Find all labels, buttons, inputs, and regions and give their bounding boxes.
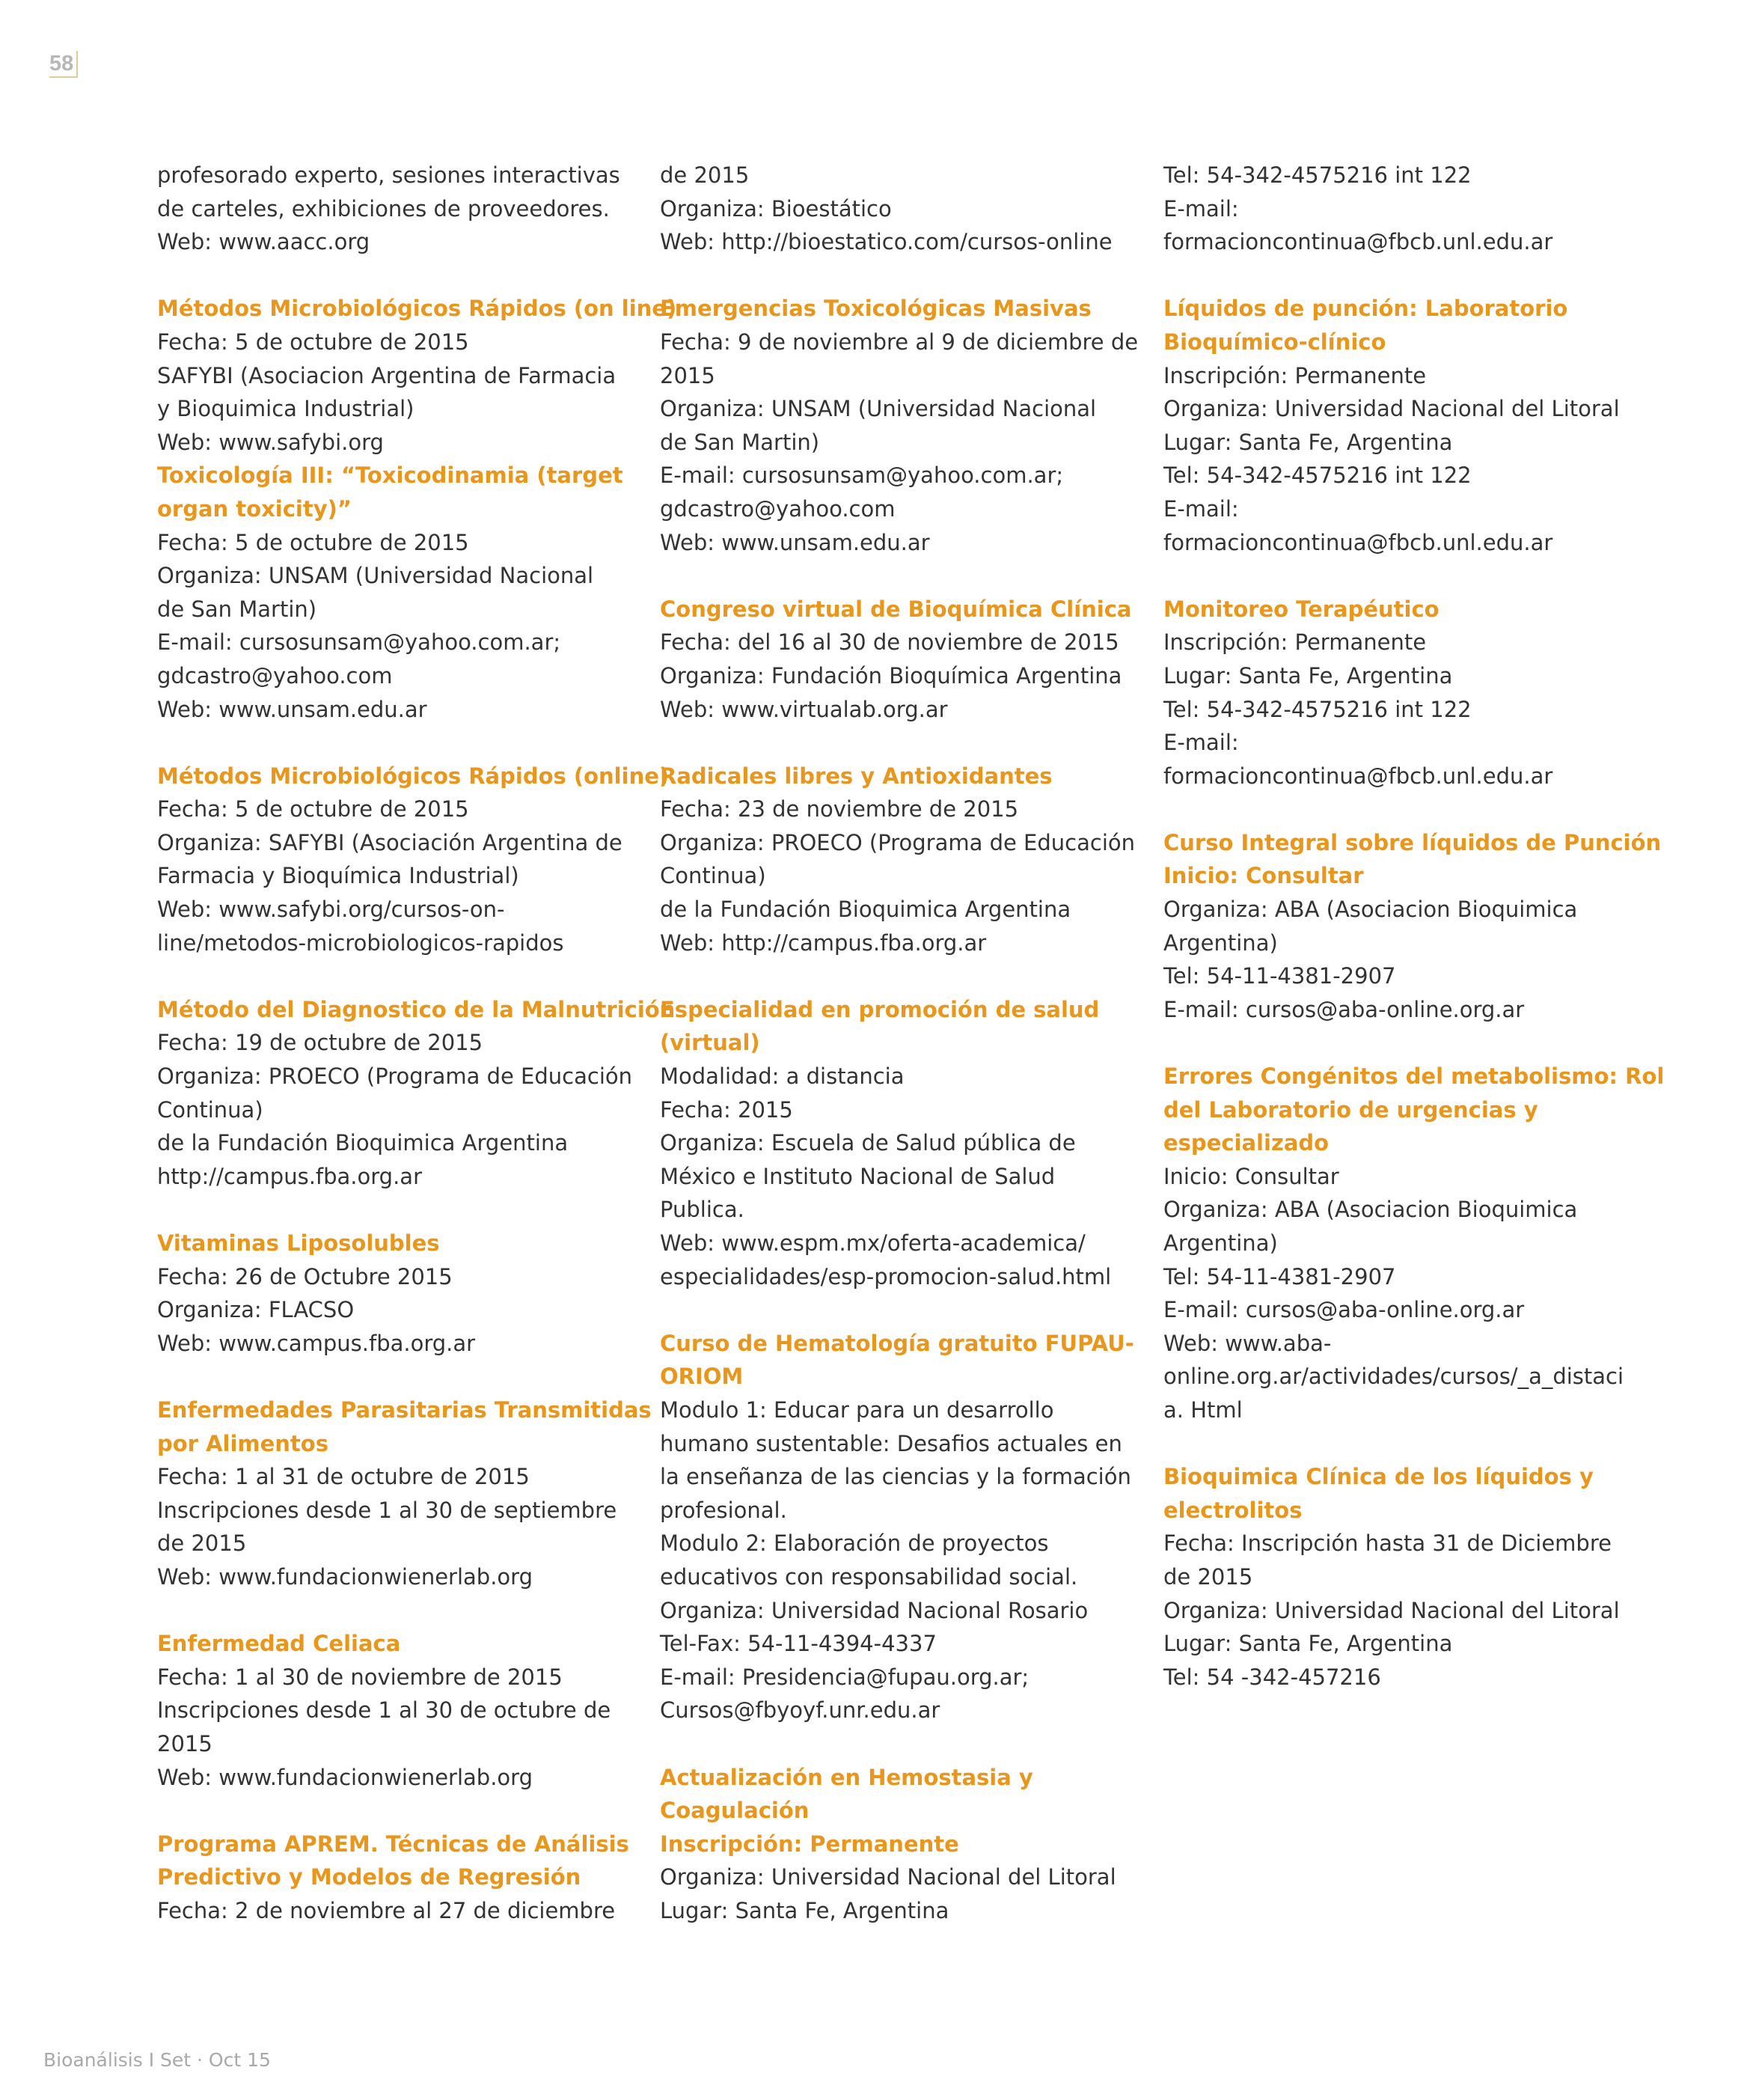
course-entry [660,993,1120,1293]
course-detail: de 2015 [660,162,750,188]
course-entry [1163,1060,1665,1427]
course-entry [660,292,1139,559]
course-detail: Web: www.aba- [1163,1330,1332,1356]
course-detail: Fecha: 9 de noviembre al 9 de diciembre de [660,329,1139,355]
course-detail: E-mail: [1163,730,1239,756]
course-detail: Web: http://campus.fba.org.ar [660,930,987,956]
course-detail: 2015 [157,1730,212,1756]
course-detail: de 2015 [157,1530,247,1557]
course-detail: Argentina) [1163,930,1278,956]
course-detail: Tel: 54-342-4575216 int 122 [1163,696,1472,722]
course-detail: de la Fundación Bioquimica Argentina [660,897,1071,923]
course-detail: Continua) [157,1096,263,1123]
course-detail: Cursos@fbyoyf.unr.edu.ar [660,1697,940,1724]
course-entry [157,459,623,726]
course-entry [157,1627,617,1794]
course-detail: formacioncontinua@fbcb.unl.edu.ar [1163,529,1553,555]
course-detail: Web: www.safybi.org/cursos-on- [157,897,505,923]
course-title: Actualización en Hemostasia y [660,1764,1033,1790]
course-title: Errores Congénitos del metabolismo: Rol [1163,1063,1665,1090]
course-detail: educativos con responsabilidad social. [660,1563,1078,1590]
course-entry [157,993,676,1194]
course-title: organ toxicity)” [157,495,352,522]
course-title: Emergencias Toxicológicas Masivas [660,296,1092,322]
course-detail: Fecha: Inscripción hasta 31 de Diciembre [1163,1530,1612,1557]
course-title: Curso Integral sobre líquidos de Punción [1163,829,1662,855]
course-detail: Inscripciones desde 1 al 30 de septiembre [157,1497,617,1523]
course-detail: Tel-Fax: 54-11-4394-4337 [660,1631,937,1657]
course-title: Bioquímico-clínico [1163,329,1386,355]
column-1 [157,159,677,1961]
course-title: Enfermedad Celiaca [157,1631,401,1657]
course-detail: Web: www.unsam.edu.ar [157,696,427,722]
course-detail: Organiza: UNSAM (Universidad Nacional [157,563,594,589]
course-title: Monitoreo Terapéutico [1163,596,1440,622]
course-title: Programa APREM. Técnicas de Análisis [157,1831,629,1857]
course-detail: Tel: 54-342-4575216 int 122 [1163,162,1472,188]
course-detail: Lugar: Santa Fe, Argentina [1163,662,1453,689]
course-detail: http://campus.fba.org.ar [157,1163,423,1189]
course-detail: E-mail: cursosunsam@yahoo.com.ar; [660,463,1064,489]
course-detail: Organiza: Universidad Nacional del Litoral [1163,1597,1620,1623]
course-entry [660,593,1132,726]
course-detail: Web: www.campus.fba.org.ar [157,1330,476,1356]
course-detail: Continua) [660,863,766,889]
course-detail: formacioncontinua@fbcb.unl.edu.ar [1163,229,1553,255]
course-detail: Tel: 54-342-4575216 int 122 [1163,463,1472,489]
course-detail: Lugar: Santa Fe, Argentina [1163,429,1453,455]
course-detail: Tel: 54 -342-457216 [1163,1664,1381,1690]
course-detail: Modulo 1: Educar para un desarrollo [660,1397,1054,1423]
course-title: ORIOM [660,1364,744,1390]
course-detail: Organiza: Universidad Nacional del Litoral [1163,396,1620,422]
course-detail: E-mail: [1163,195,1239,222]
course-detail: Inscripciones desde 1 al 30 de octubre de [157,1697,611,1724]
course-entry [157,1227,617,1360]
course-detail: Organiza: Fundación Bioquímica Argentina [660,662,1122,689]
course-detail: line/metodos-microbiologicos-rapidos [157,930,564,956]
course-detail: Web: http://bioestatico.com/cursos-online [660,229,1113,255]
course-detail: Fecha: 26 de Octubre 2015 [157,1263,453,1289]
course-detail: especialidades/esp-promocion-salud.html [660,1263,1112,1289]
course-entry [1163,292,1624,559]
course-detail: Organiza: PROECO (Programa de Educación [157,1063,632,1090]
course-detail: Argentina) [1163,1230,1278,1256]
course-detail: Tel: 54-11-4381-2907 [1163,963,1396,989]
course-detail: Organiza: ABA (Asociacion Bioquimica [1163,1197,1578,1223]
course-detail: Web: www.espm.mx/oferta-academica/ [660,1230,1086,1256]
course-detail: Web: www.fundacionwienerlab.org [157,1563,533,1590]
course-detail: Web: www.aacc.org [157,229,370,255]
course-detail: Organiza: Universidad Nacional Rosario [660,1597,1089,1623]
course-entry [660,1327,1134,1727]
course-entry [157,760,670,960]
course-detail: Modalidad: a distancia [660,1063,905,1090]
course-detail: Fecha: 2 de noviembre al 27 de diciembre [157,1897,616,1923]
course-title: Métodos Microbiológicos Rápidos (on line) [157,296,677,322]
course-detail: humano sustentable: Desafios actuales en [660,1430,1122,1456]
course-title: Congreso virtual de Bioquímica Clínica [660,596,1132,622]
course-detail: E-mail: cursosunsam@yahoo.com.ar; [157,629,561,656]
course-entry [660,159,1120,259]
course-detail: Inscripción: Permanente [1163,629,1427,656]
course-entry [660,760,1135,960]
course-detail: Organiza: Escuela de Salud pública de [660,1130,1076,1156]
course-detail: Organiza: FLACSO [157,1297,355,1323]
course-entry [1163,826,1662,1027]
course-detail: Organiza: ABA (Asociacion Bioquimica [1163,897,1578,923]
course-detail: E-mail: [1163,495,1239,522]
course-detail: Lugar: Santa Fe, Argentina [1163,1631,1453,1657]
course-detail: SAFYBI (Asociacion Argentina de Farmacia [157,362,617,388]
course-detail: Web: www.unsam.edu.ar [660,529,930,555]
course-detail: Fecha: 19 de octubre de 2015 [157,1030,483,1056]
course-entry [1163,1460,1624,1694]
course-title: Enfermedades Parasitarias Transmitidas [157,1397,652,1423]
course-entry [157,1828,629,1928]
course-detail: profesional. [660,1497,787,1523]
course-title: Líquidos de punción: Laboratorio [1163,296,1568,322]
course-title: Métodos Microbiológicos Rápidos (online) [157,763,670,789]
course-title: Coagulación [660,1798,810,1824]
course-detail: gdcastro@yahoo.com [157,662,393,689]
course-title: especializado [1163,1130,1330,1156]
course-detail: online.org.ar/actividades/cursos/_a_distaci [1163,1364,1624,1390]
course-detail: Web: www.safybi.org [157,429,384,455]
course-detail: Fecha: 1 al 30 de noviembre de 2015 [157,1664,563,1690]
course-detail: de carteles, exhibiciones de proveedores. [157,195,610,222]
course-title: Método del Diagnostico de la Malnutrición [157,996,676,1022]
course-entry [157,292,677,459]
course-detail: Publica. [660,1197,744,1223]
page-number: 58 [49,51,78,78]
course-entry [1163,159,1624,259]
course-detail: Organiza: UNSAM (Universidad Nacional [660,396,1097,422]
course-detail: y Bioquimica Industrial) [157,396,414,422]
course-title: por Alimentos [157,1430,328,1456]
course-detail: Organiza: PROECO (Programa de Educación [660,829,1135,855]
course-entry [157,1394,652,1594]
course-title: Vitaminas Liposolubles [157,1230,440,1256]
course-title: del Laboratorio de urgencias y [1163,1096,1538,1123]
course-entry [1163,593,1624,793]
course-title: Curso de Hematología gratuito FUPAU- [660,1330,1134,1356]
course-detail: México e Instituto Nacional de Salud [660,1163,1056,1189]
column-2 [660,159,1139,1961]
course-detail: gdcastro@yahoo.com [660,495,896,522]
course-detail: Inicio: Consultar [1163,1163,1339,1189]
course-detail: Organiza: Universidad Nacional del Litoral [660,1864,1116,1890]
course-detail: Fecha: 1 al 31 de octubre de 2015 [157,1464,530,1490]
course-detail: a. Html [1163,1397,1243,1423]
course-detail: de San Martin) [157,596,317,622]
course-detail: Web: www.fundacionwienerlab.org [157,1764,533,1790]
course-title: Especialidad en promoción de salud [660,996,1100,1022]
course-detail: Lugar: Santa Fe, Argentina [660,1897,949,1923]
course-title: Toxicología III: “Toxicodinamia (target [157,463,623,489]
course-detail: Inscripción: Permanente [1163,362,1427,388]
course-detail: Organiza: SAFYBI (Asociación Argentina de [157,829,622,855]
course-detail: Modulo 2: Elaboración de proyectos [660,1530,1049,1557]
course-title: Inscripción: Permanente [660,1831,959,1857]
course-detail: Fecha: 5 de octubre de 2015 [157,329,469,355]
column-3 [1163,159,1665,1727]
course-detail: profesorado experto, sesiones interactivas [157,162,620,188]
course-detail: Fecha: 2015 [660,1096,793,1123]
course-detail: Fecha: 5 de octubre de 2015 [157,529,469,555]
course-detail: Web: www.virtualab.org.ar [660,696,948,722]
course-detail: la enseñanza de las ciencias y la formación [660,1464,1131,1490]
course-detail: 2015 [660,362,715,388]
course-detail: E-mail: cursos@aba-online.org.ar [1163,996,1525,1022]
course-title: Inicio: Consultar [1163,863,1364,889]
course-detail: de 2015 [1163,1563,1253,1590]
footer-publication: Bioanálisis I Set · Oct 15 [43,2049,271,2071]
course-detail: de la Fundación Bioquimica Argentina [157,1130,569,1156]
course-detail: Fecha: 5 de octubre de 2015 [157,796,469,822]
course-detail: Organiza: Bioestático [660,195,892,222]
course-title: Radicales libres y Antioxidantes [660,763,1053,789]
course-detail: Fecha: 23 de noviembre de 2015 [660,796,1019,822]
course-title: Predictivo y Modelos de Regresión [157,1864,581,1890]
course-detail: E-mail: cursos@aba-online.org.ar [1163,1297,1525,1323]
course-entry [157,159,620,259]
course-detail: Farmacia y Bioquímica Industrial) [157,863,519,889]
course-title: (virtual) [660,1030,760,1056]
course-detail: formacioncontinua@fbcb.unl.edu.ar [1163,763,1553,789]
course-title: Bioquimica Clínica de los líquidos y [1163,1464,1594,1490]
course-detail: E-mail: Presidencia@fupau.org.ar; [660,1664,1029,1690]
course-entry [660,1761,1120,1928]
course-detail: de San Martin) [660,429,820,455]
course-detail: Tel: 54-11-4381-2907 [1163,1263,1396,1289]
course-detail: Fecha: del 16 al 30 de noviembre de 2015 [660,629,1119,656]
course-title: electrolitos [1163,1497,1303,1523]
